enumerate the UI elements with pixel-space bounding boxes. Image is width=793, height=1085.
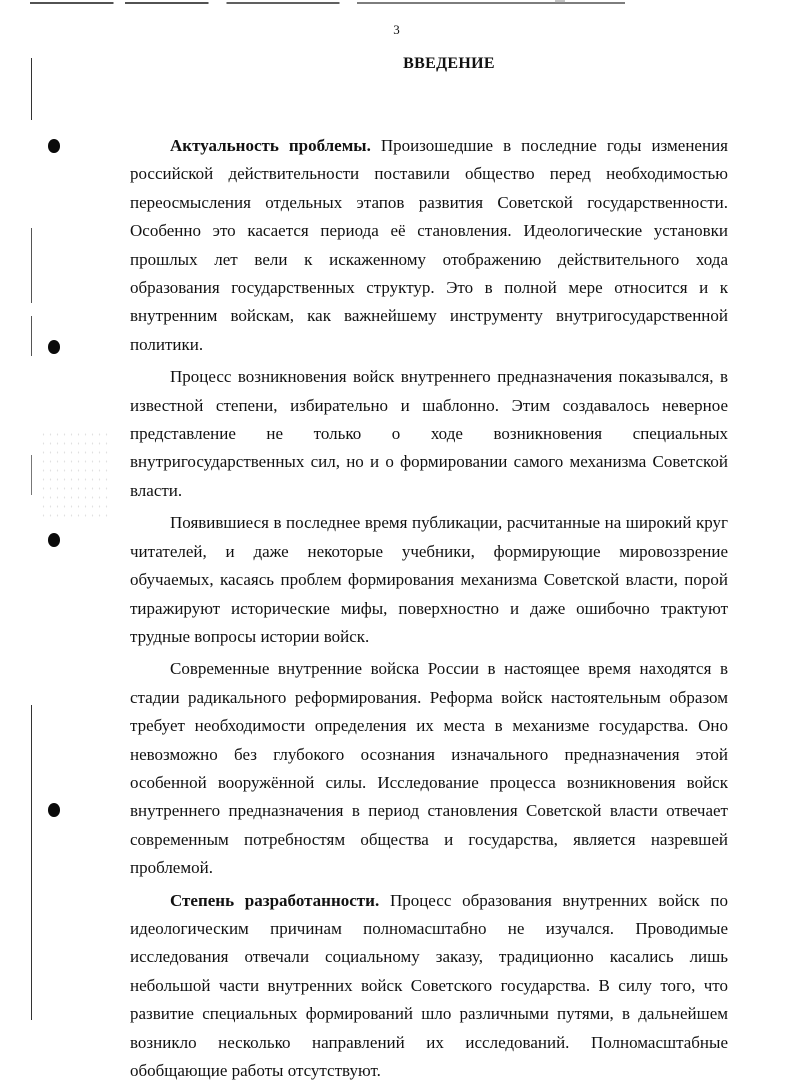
paragraph-relevance	[130, 132, 728, 359]
paragraph-text: Современные внутренние войска России в настоящее время находятся в стадии радикального реформирования. Реформа войск настоятельным образом требует необходимости определения их места в механизме государства. Оно невозможно без глубокого осознания изначального предназначения этой особенной вооружённой силы. Исследование процесса возникновения войск внутреннего предназначения в период становления Советской власти отвечает современным потребностям общества и государства, является назревшей проблемой.	[130, 659, 728, 878]
paragraph-text: Появившиеся в последнее время публикации, расчитанные на широкий круг читателей, и даже некоторые учебники, формирующие мировоззрение обучаемых, касаясь проблем формирования механизма Советской власти, порой тиражируют исторические мифы, поверхностно и даже ошибочно трактуют трудные вопросы истории войск.	[130, 513, 728, 646]
binder-hole-mark	[48, 533, 60, 547]
scan-left-edge-line	[31, 228, 32, 303]
binder-hole-mark	[48, 340, 60, 354]
section-title: ВВЕДЕНИЕ	[403, 55, 495, 72]
scan-top-edge-line	[30, 2, 625, 4]
paragraph-text: Произошедшие в последние годы изменения российской действительности поставили общество перед необходимостью переосмысления отдельных этапов развития Советской государственности. Особенно это касается периода её становления. Идеологические установки прошлых лет вели к искаженному отображению действительного хода образования государственных структур. Это в полной мере относится и к внутренним войскам, как важнейшему инструменту внутригосударственной политики.	[130, 136, 728, 354]
scan-speckle-noise	[40, 430, 110, 520]
scan-left-edge-line	[31, 455, 32, 495]
paragraph-development-degree	[130, 887, 728, 1085]
paragraph-lead: Степень разработанности.	[170, 890, 380, 910]
paragraph	[130, 509, 728, 651]
paragraph-text: Процесс образования внутренних войск по идеологическим причинам полномасштабно не изучался. Проводимые исследования отвечали социальному заказу, традиционно касались лишь небольшой части внутренних войск Советского государства. В силу того, что развитие специальных формирований шло различными путями, в дальнейшем возникло несколько направлений их исследований. Полномасштабные обобщающие работы отсутствуют.	[130, 890, 728, 1080]
paragraph	[130, 655, 728, 882]
paragraph-lead: Актуальность проблемы.	[170, 136, 371, 155]
binder-hole-mark	[48, 803, 60, 817]
paragraph-text: Процесс возникновения войск внутреннего предназначения показывался, в известной степени, избирательно и шаблонно. Этим создавалось неверное представление не только о ходе возникновения специальных внутригосударственных сил, но и о формировании самого механизма Советской власти.	[130, 367, 728, 500]
scan-top-mark	[555, 0, 565, 3]
binder-hole-mark	[48, 139, 60, 153]
paragraph	[130, 363, 728, 505]
page-number: 3	[393, 22, 400, 37]
scan-left-edge-line	[31, 316, 32, 356]
document-body	[130, 132, 728, 1085]
scan-left-edge-line	[31, 58, 32, 120]
scan-left-edge-line	[31, 705, 32, 1020]
